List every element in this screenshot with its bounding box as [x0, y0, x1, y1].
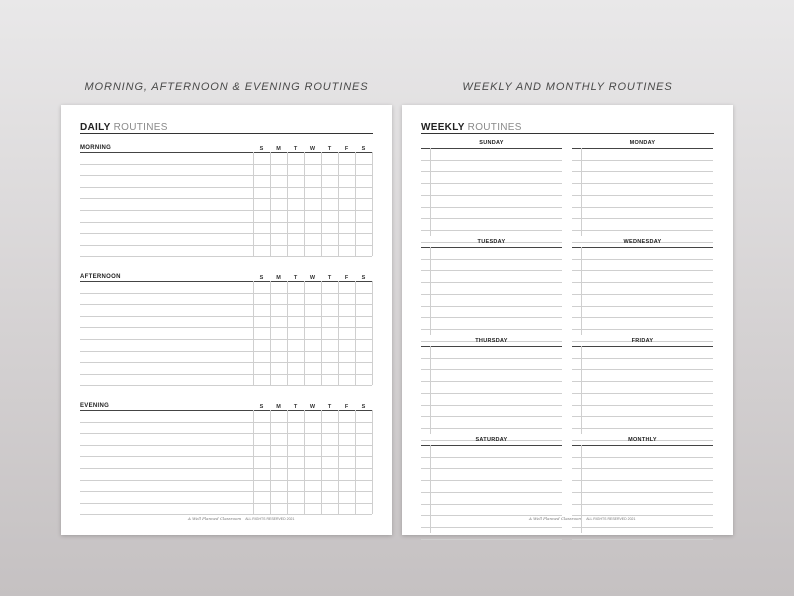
- checkbox-column-line: [304, 152, 305, 256]
- day-block-line: [421, 393, 562, 394]
- day-block-line: [572, 259, 713, 260]
- weekly-footer-signature: A Well Planned Classroom: [529, 516, 583, 521]
- weekday-letter: M: [276, 275, 281, 281]
- day-block-rule: [421, 247, 562, 248]
- day-block-line: [421, 306, 562, 307]
- day-block-line: [572, 317, 713, 318]
- checkbox-column-line: [355, 410, 356, 514]
- day-block-line: [572, 358, 713, 359]
- day-block-title: THURSDAY: [475, 338, 508, 344]
- weekday-letter: S: [259, 275, 264, 281]
- day-block-line: [421, 504, 562, 505]
- weekday-letter: S: [259, 146, 264, 152]
- day-block-line: [572, 294, 713, 295]
- checkbox-column-line: [338, 281, 339, 385]
- weekday-letter: M: [276, 146, 281, 152]
- day-block-line: [572, 539, 713, 540]
- day-block-checkbox-line: [430, 346, 431, 434]
- day-block-line: [421, 282, 562, 283]
- section-label-2: EVENING: [80, 403, 110, 409]
- checkbox-column-line: [355, 152, 356, 256]
- day-block-line: [572, 329, 713, 330]
- day-block-line: [421, 457, 562, 458]
- day-block-rule: [421, 346, 562, 347]
- routine-line: [80, 445, 372, 446]
- routine-line: [80, 327, 372, 328]
- day-block-rule: [421, 148, 562, 149]
- routine-line: [80, 503, 372, 504]
- checkbox-column-line: [372, 152, 373, 256]
- day-block-line: [572, 527, 713, 528]
- daily-page-title: [80, 122, 168, 133]
- day-block-rule: [572, 445, 713, 446]
- checkbox-column-line: [270, 410, 271, 514]
- day-block-title: FRIDAY: [631, 338, 654, 344]
- day-block-line: [572, 207, 713, 208]
- day-block-line: [572, 218, 713, 219]
- right-page-caption: WEEKLY AND MONTHLY ROUTINES: [462, 81, 673, 93]
- routine-line: [80, 187, 372, 188]
- checkbox-column-line: [321, 410, 322, 514]
- routine-line: [80, 339, 372, 340]
- weekday-letter: T: [327, 404, 332, 410]
- day-block-line: [421, 195, 562, 196]
- day-block-line: [421, 527, 562, 528]
- day-block-line: [572, 183, 713, 184]
- checkbox-column-line: [287, 410, 288, 514]
- routine-line: [80, 316, 372, 317]
- weekday-letter: S: [361, 146, 366, 152]
- checkbox-column-line: [253, 281, 254, 385]
- weekly-routines-page: [402, 105, 733, 535]
- day-block-checkbox-line: [581, 148, 582, 236]
- day-block-line: [572, 230, 713, 231]
- weekday-letter: W: [309, 404, 316, 410]
- checkbox-column-line: [372, 281, 373, 385]
- day-block-checkbox-line: [430, 445, 431, 533]
- day-block-line: [421, 416, 562, 417]
- left-page-caption: MORNING, AFTERNOON & EVENING ROUTINES: [84, 81, 369, 93]
- routine-line: [80, 198, 372, 199]
- day-block-rule: [572, 148, 713, 149]
- day-block-line: [572, 428, 713, 429]
- checkbox-column-line: [372, 410, 373, 514]
- weekly-page-footer: [529, 516, 635, 521]
- day-block-rule: [572, 247, 713, 248]
- day-block-title: MONTHLY: [628, 437, 657, 443]
- routine-line: [80, 433, 372, 434]
- day-block-title: SUNDAY: [479, 140, 504, 146]
- day-block-line: [421, 207, 562, 208]
- day-block-checkbox-line: [581, 445, 582, 533]
- routine-line: [80, 222, 372, 223]
- routine-line: [80, 233, 372, 234]
- day-block-line: [421, 317, 562, 318]
- daily-title-light: ROUTINES: [113, 122, 168, 133]
- routine-line: [80, 491, 372, 492]
- weekday-letter: F: [344, 275, 349, 281]
- weekday-letter: F: [344, 404, 349, 410]
- routine-line: [80, 362, 372, 363]
- weekday-letter: T: [293, 404, 298, 410]
- day-block-line: [421, 381, 562, 382]
- weekday-letter: T: [293, 275, 298, 281]
- day-block-line: [572, 492, 713, 493]
- day-block-line: [421, 259, 562, 260]
- day-block-line: [572, 468, 713, 469]
- weekly-page-title: [421, 122, 522, 133]
- routine-line: [80, 164, 372, 165]
- routine-line: [80, 175, 372, 176]
- day-block-line: [572, 381, 713, 382]
- checkbox-column-line: [321, 152, 322, 256]
- section-rule: [80, 152, 372, 153]
- day-block-line: [572, 393, 713, 394]
- day-block-line: [421, 492, 562, 493]
- day-block-checkbox-line: [430, 247, 431, 335]
- section-rule: [80, 281, 372, 282]
- day-block-title: WEDNESDAY: [623, 239, 662, 245]
- checkbox-column-line: [253, 410, 254, 514]
- routine-line: [80, 374, 372, 375]
- weekday-letter: T: [327, 146, 332, 152]
- checkbox-column-line: [338, 152, 339, 256]
- routine-line: [80, 210, 372, 211]
- checkbox-column-line: [355, 281, 356, 385]
- daily-footer-rights: ALL RIGHTS RESERVED 2021: [245, 517, 295, 521]
- day-block-line: [421, 358, 562, 359]
- weekly-footer-rights: ALL RIGHTS RESERVED 2021: [586, 517, 636, 521]
- weekday-letter: M: [276, 404, 281, 410]
- day-block-checkbox-line: [581, 346, 582, 434]
- checkbox-column-line: [287, 152, 288, 256]
- day-block-line: [572, 160, 713, 161]
- day-block-line: [572, 282, 713, 283]
- day-block-rule: [572, 346, 713, 347]
- daily-title-bold: DAILY: [80, 122, 111, 133]
- day-block-line: [572, 171, 713, 172]
- day-block-checkbox-line: [581, 247, 582, 335]
- day-block-line: [421, 270, 562, 271]
- daily-footer-signature: A Well Planned Classroom: [188, 516, 242, 521]
- day-block-line: [572, 369, 713, 370]
- day-block-line: [421, 428, 562, 429]
- day-block-line: [572, 306, 713, 307]
- day-block-line: [421, 468, 562, 469]
- weekday-letter: T: [293, 146, 298, 152]
- daily-routines-page: [61, 105, 392, 535]
- weekday-letter: S: [361, 275, 366, 281]
- checkbox-column-line: [304, 410, 305, 514]
- day-block-line: [572, 457, 713, 458]
- day-block-rule: [421, 445, 562, 446]
- day-block-line: [572, 504, 713, 505]
- day-block-line: [421, 539, 562, 540]
- day-block-line: [421, 160, 562, 161]
- checkbox-column-line: [270, 152, 271, 256]
- routine-line: [80, 256, 372, 257]
- day-block-line: [421, 183, 562, 184]
- daily-title-rule: [80, 133, 373, 134]
- routine-line: [80, 293, 372, 294]
- checkbox-column-line: [304, 281, 305, 385]
- routine-line: [80, 456, 372, 457]
- day-block-line: [421, 480, 562, 481]
- checkbox-column-line: [287, 281, 288, 385]
- weekday-letter: T: [327, 275, 332, 281]
- routine-line: [80, 468, 372, 469]
- day-block-line: [421, 218, 562, 219]
- day-block-line: [421, 171, 562, 172]
- routine-line: [80, 480, 372, 481]
- day-block-checkbox-line: [430, 148, 431, 236]
- checkbox-column-line: [253, 152, 254, 256]
- routine-line: [80, 351, 372, 352]
- section-label-1: AFTERNOON: [80, 274, 121, 280]
- day-block-line: [572, 405, 713, 406]
- weekly-title-light: ROUTINES: [467, 122, 522, 133]
- checkbox-column-line: [338, 410, 339, 514]
- weekday-letter: F: [344, 146, 349, 152]
- checkbox-column-line: [270, 281, 271, 385]
- weekday-letter: W: [309, 275, 316, 281]
- day-block-line: [572, 195, 713, 196]
- day-block-line: [421, 405, 562, 406]
- day-block-line: [572, 416, 713, 417]
- day-block-line: [421, 329, 562, 330]
- weekday-letter: S: [259, 404, 264, 410]
- weekday-letter: W: [309, 146, 316, 152]
- routine-line: [80, 304, 372, 305]
- day-block-line: [572, 270, 713, 271]
- day-block-title: SATURDAY: [475, 437, 508, 443]
- section-label-0: MORNING: [80, 145, 112, 151]
- day-block-line: [572, 515, 713, 516]
- day-block-line: [421, 230, 562, 231]
- routine-line: [80, 245, 372, 246]
- checkbox-column-line: [321, 281, 322, 385]
- day-block-line: [572, 480, 713, 481]
- day-block-line: [421, 369, 562, 370]
- weekly-title-bold: WEEKLY: [421, 122, 465, 133]
- day-block-title: MONDAY: [629, 140, 656, 146]
- routine-line: [80, 422, 372, 423]
- routine-line: [80, 514, 372, 515]
- day-block-line: [421, 294, 562, 295]
- weekly-title-rule: [421, 133, 714, 134]
- routine-line: [80, 385, 372, 386]
- weekday-letter: S: [361, 404, 366, 410]
- section-rule: [80, 410, 372, 411]
- day-block-title: TUESDAY: [477, 239, 506, 245]
- daily-page-footer: [188, 516, 294, 521]
- day-block-line: [421, 515, 562, 516]
